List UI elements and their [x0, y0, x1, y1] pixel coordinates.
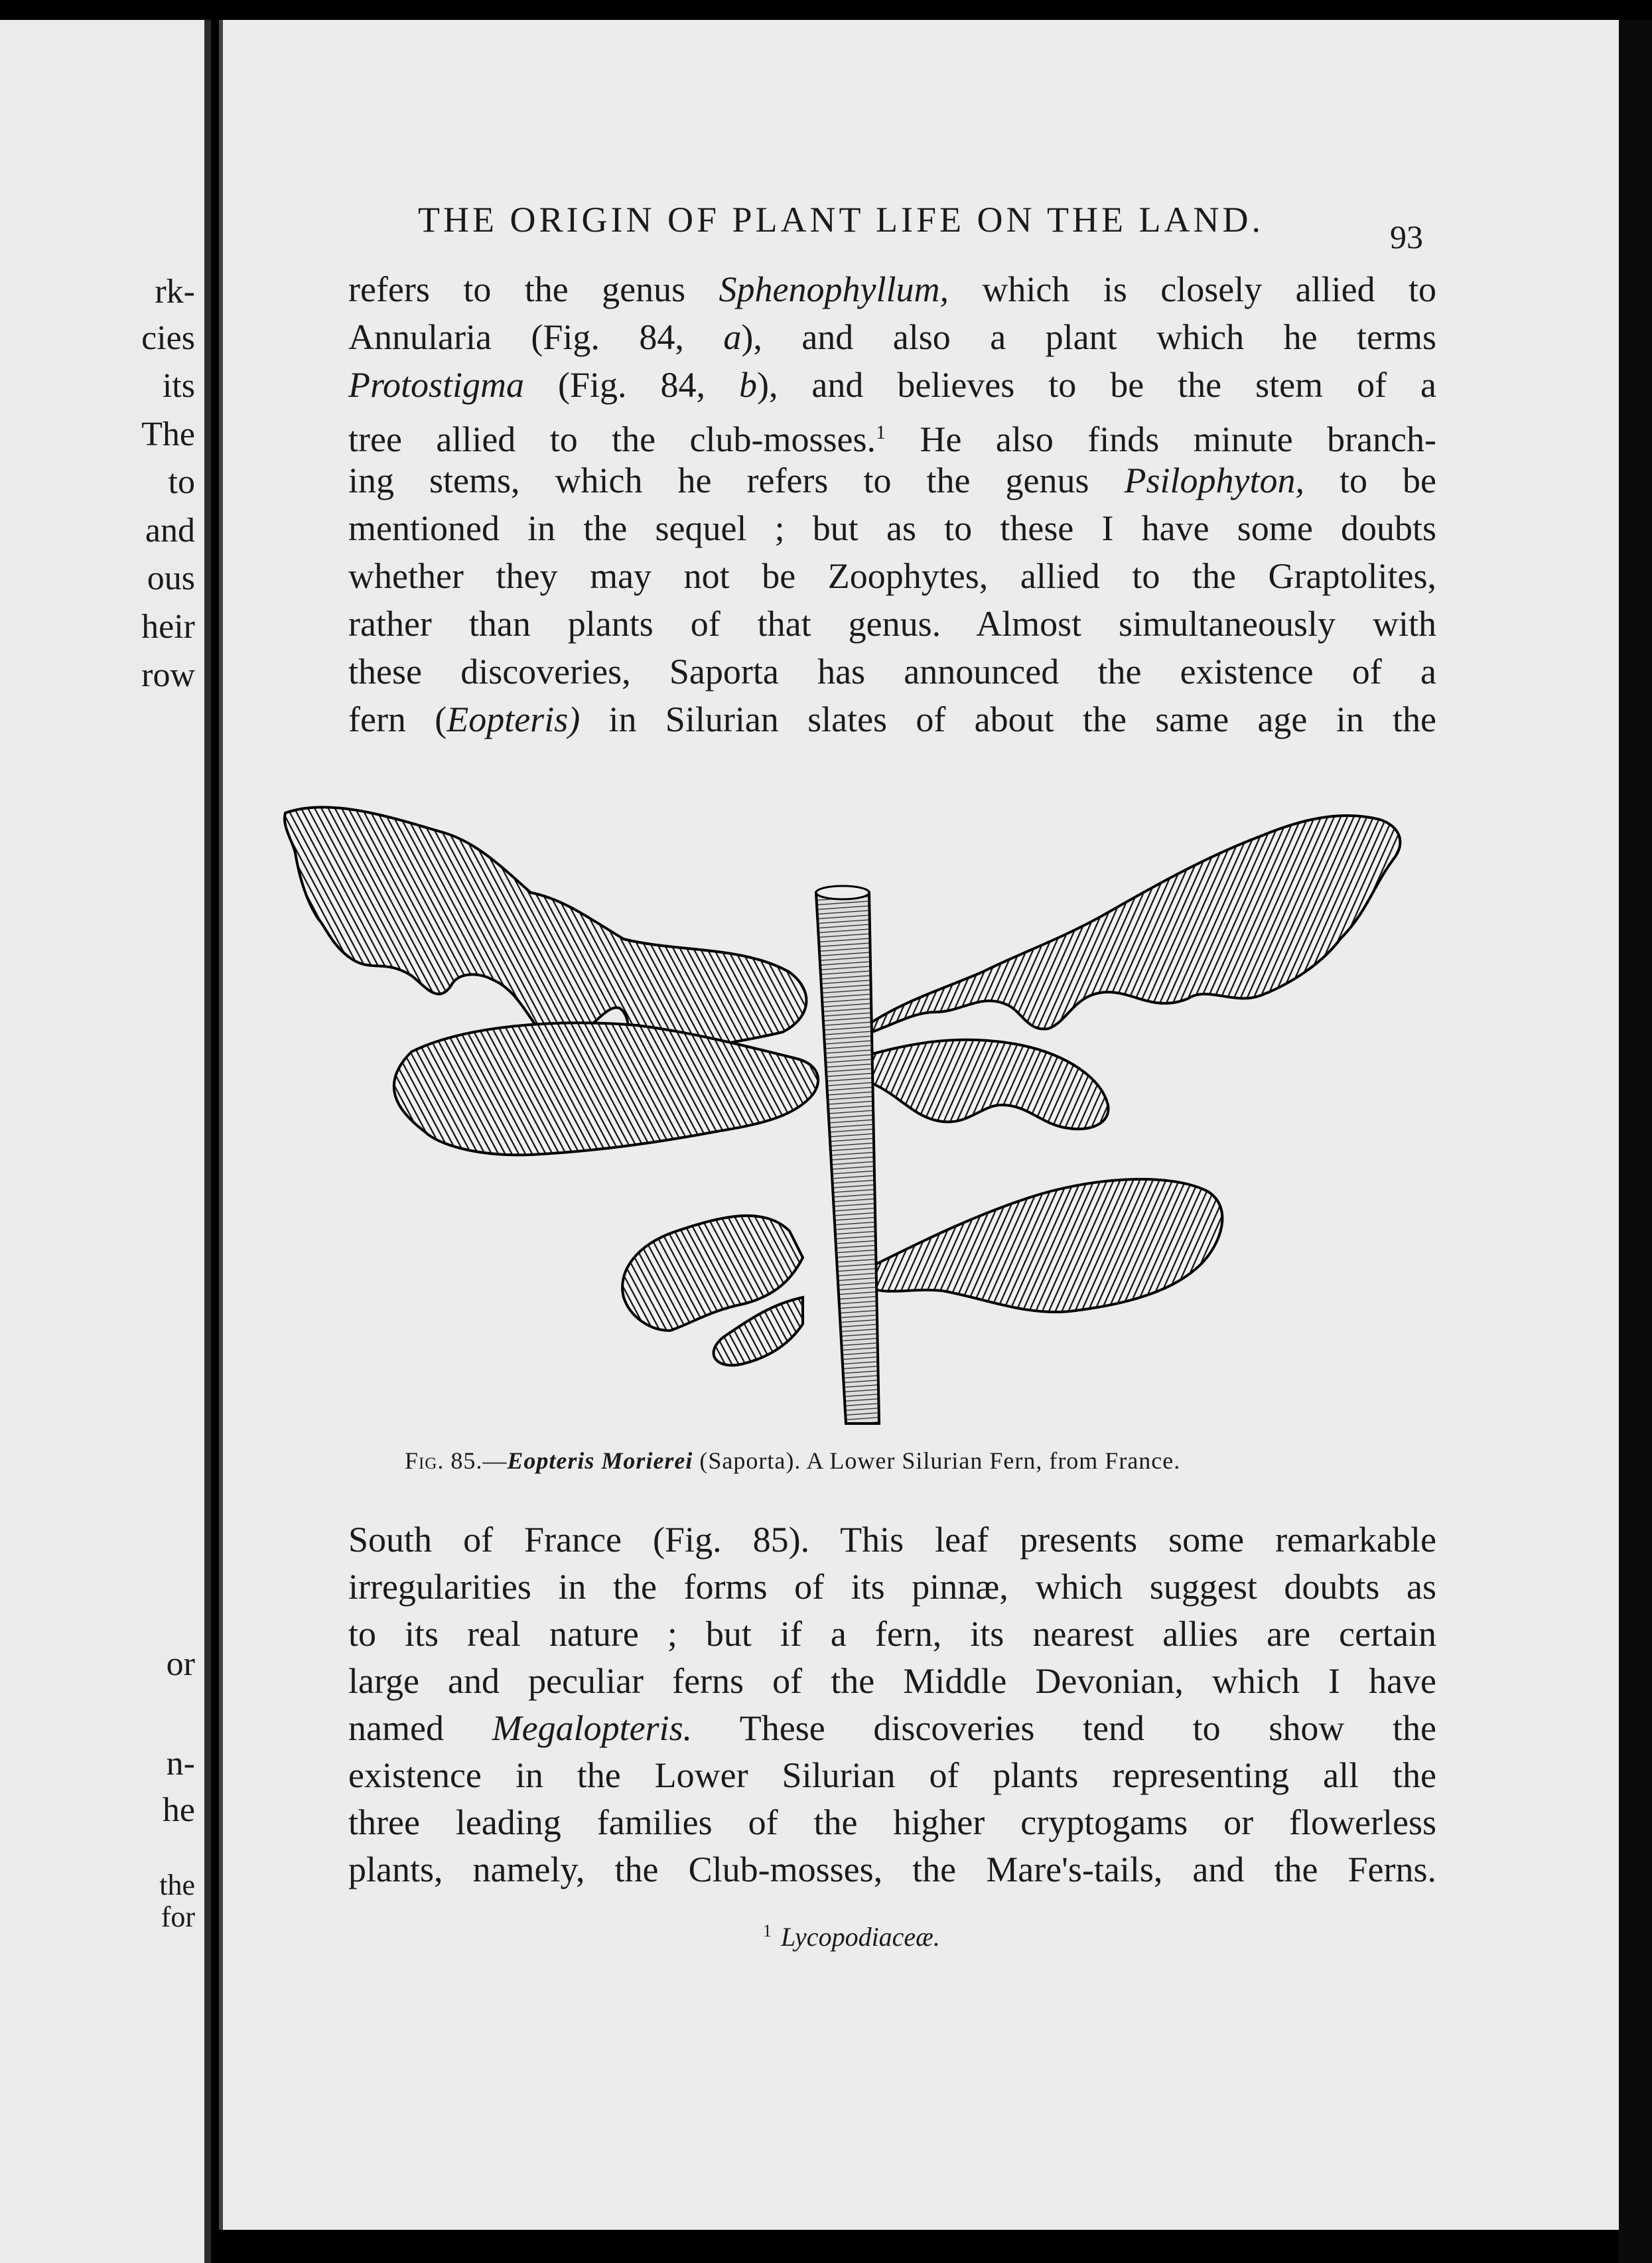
left-fragment: for — [161, 1901, 195, 1933]
text-line: tree allied to the club-mosses.$^1$ He also finds minute branch- — [348, 419, 1437, 459]
pinna-middle-right — [855, 1040, 1109, 1130]
left-fragment: rk- — [155, 273, 195, 311]
fern-illustration — [279, 793, 1526, 1440]
pinna-upper-right — [849, 816, 1400, 1039]
text-line: refers to the genus Sphenophyllum, which is closely allied to — [348, 269, 1436, 309]
left-fragment: he — [162, 1791, 195, 1829]
rachis-top — [816, 886, 869, 899]
footnote-number: 1 — [763, 1921, 772, 1940]
rachis — [816, 893, 879, 1424]
text-line: these discoveries, Saporta has announced the existence of a — [348, 652, 1436, 692]
text-line: plants, namely, the Club-mosses, the Mare's-tails, and the Ferns. — [348, 1850, 1436, 1889]
left-fragment: n- — [166, 1745, 195, 1783]
text-line: fern (Eopteris) in Silurian slates of about the same age in the — [348, 699, 1436, 739]
upper-paragraph — [348, 265, 1436, 743]
left-fragment: ous — [147, 559, 195, 597]
text-line: ing stems, which he refers to the genus Psilophyton, to be — [348, 461, 1436, 500]
text-line: Protostigma (Fig. 84, b), and believes to be the stem of a — [348, 365, 1436, 405]
text-line: rather than plants of that genus. Almost simultaneously with — [348, 604, 1436, 644]
left-fragment: or — [166, 1645, 195, 1683]
footnote — [763, 1921, 940, 1952]
left-fragment: heir — [141, 608, 195, 646]
text-line: named Megalopteris. These discoveries tend to show the — [348, 1708, 1436, 1748]
text-line: South of France (Fig. 85). This leaf presents some remarkable — [348, 1520, 1436, 1560]
text-line: Annularia (Fig. 84, a), and also a plant which he terms — [348, 317, 1436, 357]
left-page-edge — [0, 20, 211, 2263]
footnote-text: Lycopodiaceæ. — [781, 1922, 940, 1952]
page-number: 93 — [1390, 218, 1423, 256]
pinna-lower-right — [862, 1179, 1222, 1312]
running-head: THE ORIGIN OF PLANT LIFE ON THE LAND. — [418, 200, 1264, 240]
left-fragment: row — [141, 656, 195, 694]
text-line: mentioned in the sequel ; but as to these I have some doubts — [348, 508, 1436, 548]
text-line: whether they may not be Zoophytes, allied to the Graptolites, — [348, 556, 1436, 596]
footnote-marker: 1 — [876, 421, 886, 443]
text-line: irregularities in the forms of its pinnæ, which suggest doubts as — [348, 1567, 1436, 1607]
left-fragment: to — [168, 463, 195, 501]
left-fragment: The — [141, 415, 195, 453]
left-fragment: and — [145, 512, 195, 549]
figure-caption: Fig. 85.—Eopteris Morierei (Saporta). A Lower Silurian Fern, from France. — [405, 1447, 1181, 1474]
pinna-middle-left — [394, 1023, 818, 1155]
left-fragment: cies — [141, 319, 195, 357]
text-line: three leading families of the higher cryptogams or flowerless — [348, 1802, 1436, 1842]
text-line: existence in the Lower Silurian of plants representing all the — [348, 1755, 1436, 1795]
text-line: to its real nature ; but if a fern, its nearest allies are certain — [348, 1614, 1436, 1654]
text-line: large and peculiar ferns of the Middle Devonian, which I have — [348, 1661, 1436, 1701]
page-edge-shadow — [1619, 20, 1652, 2263]
left-fragment: the — [159, 1869, 195, 1901]
lower-paragraph — [348, 1516, 1436, 1893]
left-fragment: its — [162, 367, 195, 405]
